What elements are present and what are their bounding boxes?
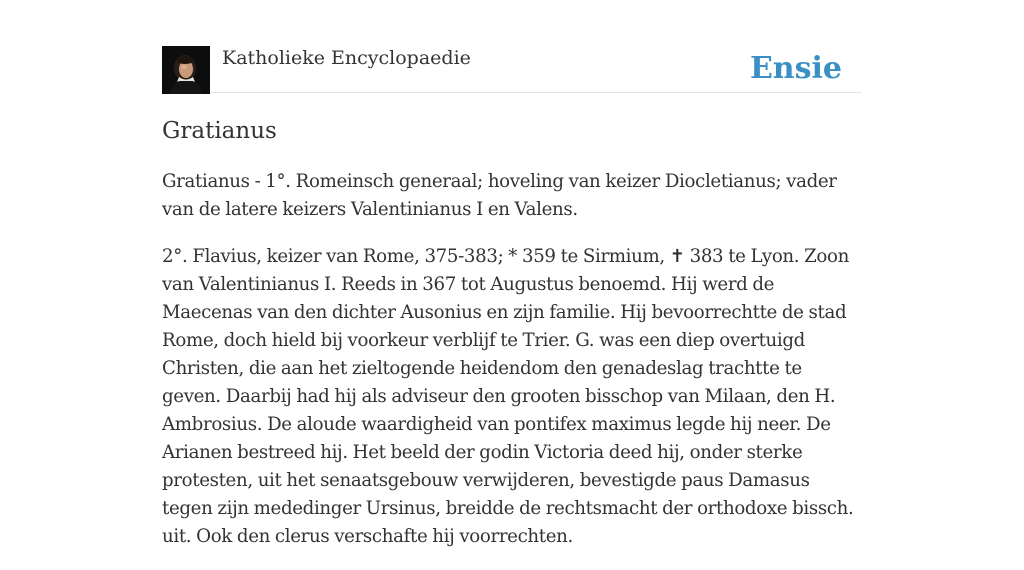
avatar[interactable]: [162, 46, 210, 94]
portrait-icon: [162, 46, 210, 94]
article-body: [162, 168, 862, 570]
article-paragraph: 2°. Flavius, keizer van Rome, 375-383; * 359 te Sirmium, ✝ 383 te Lyon. Zoon van Valentinianus I. Reeds in 367 tot Augustus benoemd. Hij werd de Maecenas van den dichter Ausonius en zijn familie. Hij bevoorrechtte de stad Rome, doch hield bij voorkeur verblijf te Trier. G. was een diep overtuigd Christen, die aan het zieltogende heidendom den genadeslag trachtte te geven. Daarbij had hij als adviseur den grooten bisschop van Milaan, den H. Ambrosius. De aloude waardigheid van pontifex maximus legde hij neer. De Arianen bestreed hij. Het beeld der godin Victoria deed hij, onder sterke protesten, uit het senaatsgebouw verwijderen, bevestigde paus Damasus tegen zijn mededinger Ursinus, breidde de rechtsmacht der orthodoxe bissch. uit. Ook den clerus verschafte hij voorrechten.: [162, 246, 854, 547]
article-paragraph: Gratianus - 1°. Romeinsch generaal; hoveling van keizer Diocletianus; vader van de latere keizers Valentinianus I en Valens.: [162, 171, 837, 220]
article-title: Gratianus: [162, 118, 277, 144]
brand-logo[interactable]: Ensie: [749, 51, 842, 86]
header: [162, 46, 862, 93]
source-name[interactable]: Katholieke Encyclopaedie: [222, 47, 471, 69]
